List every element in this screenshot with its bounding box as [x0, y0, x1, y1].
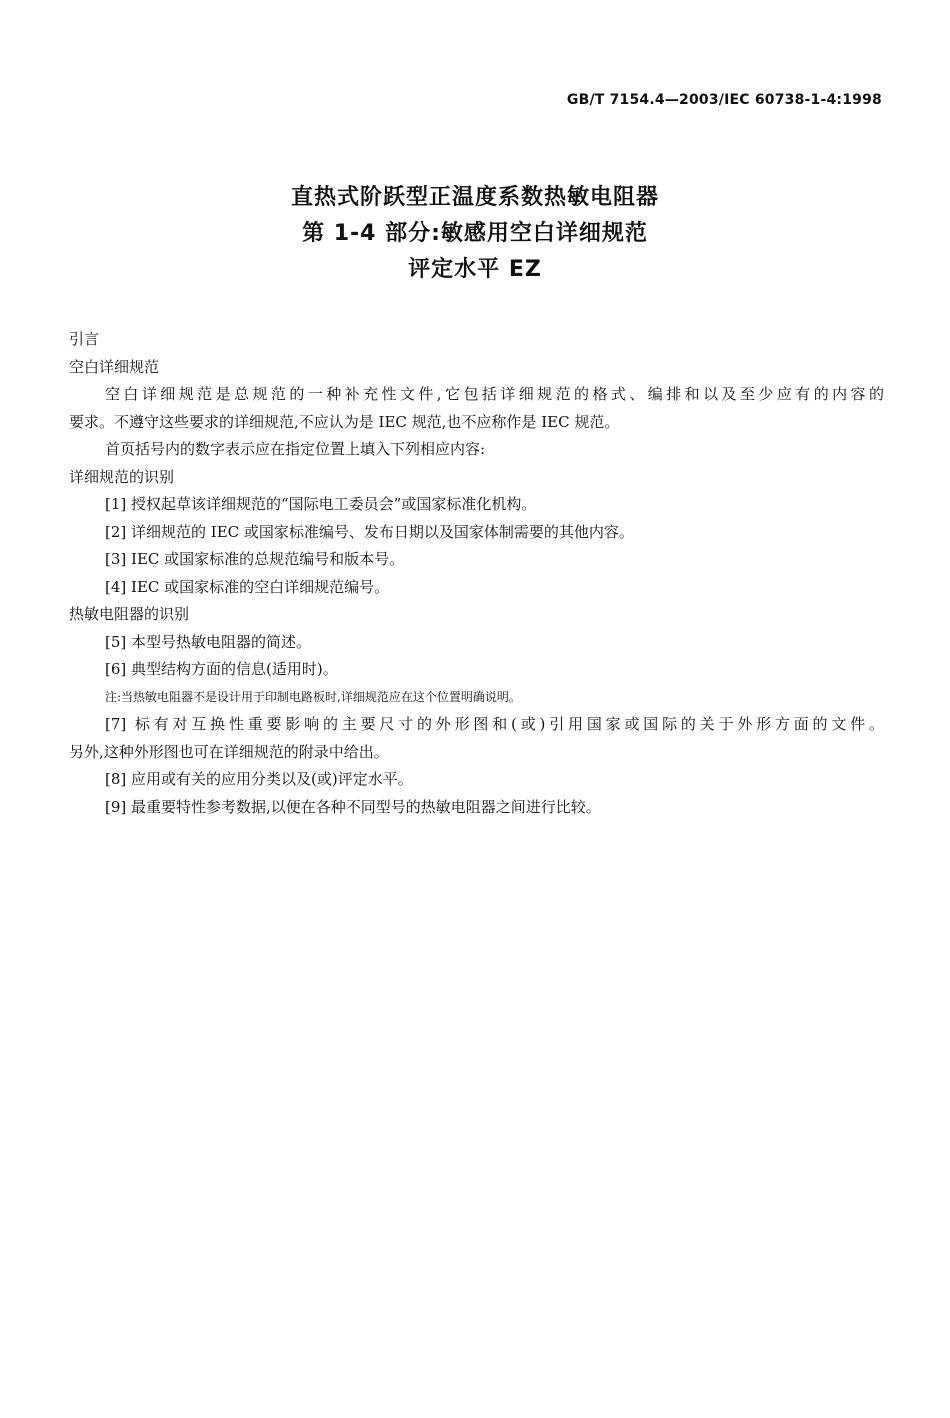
list-item-2: [2] 详细规范的 IEC 或国家标准编号、发布日期以及国家体制需要的其他内容。 — [105, 522, 634, 541]
paragraph-1-line-2: 要求。不遵守这些要求的详细规范,不应认为是 IEC 规范,也不应称作是 IEC 规范。 — [69, 412, 620, 431]
detail-id-heading: 详细规范的识别 — [69, 467, 175, 486]
blank-spec-heading: 空白详细规范 — [69, 357, 160, 376]
paragraph-1-line-1: 空白详细规范是总规范的一种补充性文件,它包括详细规范的格式、编排和以及至少应有的内容的 — [105, 385, 884, 403]
list-item-4: [4] IEC 或国家标准的空白详细规范编号。 — [105, 577, 390, 596]
list-item-9: [9] 最重要特性参考数据,以便在各种不同型号的热敏电阻器之间进行比较。 — [105, 797, 601, 816]
document-title — [0, 180, 950, 288]
list-item-6: [6] 典型结构方面的信息(适用时)。 — [105, 660, 338, 678]
title-line-1: 直热式阶跃型正温度系数热敏电阻器 — [290, 185, 659, 210]
note: 注:当热敏电阻器不是设计用于印制电路板时,详细规范应在这个位置明确说明。 — [105, 689, 521, 704]
title-line-3: 评定水平 EZ — [408, 257, 542, 282]
list-item-8: [8] 应用或有关的应用分类以及(或)评定水平。 — [105, 770, 413, 788]
title-line-2: 第 1-4 部分:敏感用空白详细规范 — [302, 221, 648, 246]
list-item-5: [5] 本型号热敏电阻器的简述。 — [105, 632, 312, 651]
standard-code: GB/T 7154.4—2003/IEC 60738-1-4:1998 — [566, 92, 882, 108]
list-item-7-line-1: [7] 标有对互换性重要影响的主要尺寸的外形图和(或)引用国家或国际的关于外形方面的文件。 — [105, 715, 884, 733]
document-body — [69, 326, 884, 821]
intro-heading: 引言 — [69, 330, 100, 348]
list-item-1: [1] 授权起草该详细规范的“国际电工委员会”或国家标准化机构。 — [105, 495, 537, 513]
list-item-3: [3] IEC 或国家标准的总规范编号和版本号。 — [105, 550, 405, 568]
paragraph-2: 首页括号内的数字表示应在指定位置上填入下列相应内容: — [105, 440, 486, 458]
thermistor-id-heading: 热敏电阻器的识别 — [69, 605, 190, 623]
list-item-7-line-2: 另外,这种外形图也可在详细规范的附录中给出。 — [69, 742, 389, 761]
